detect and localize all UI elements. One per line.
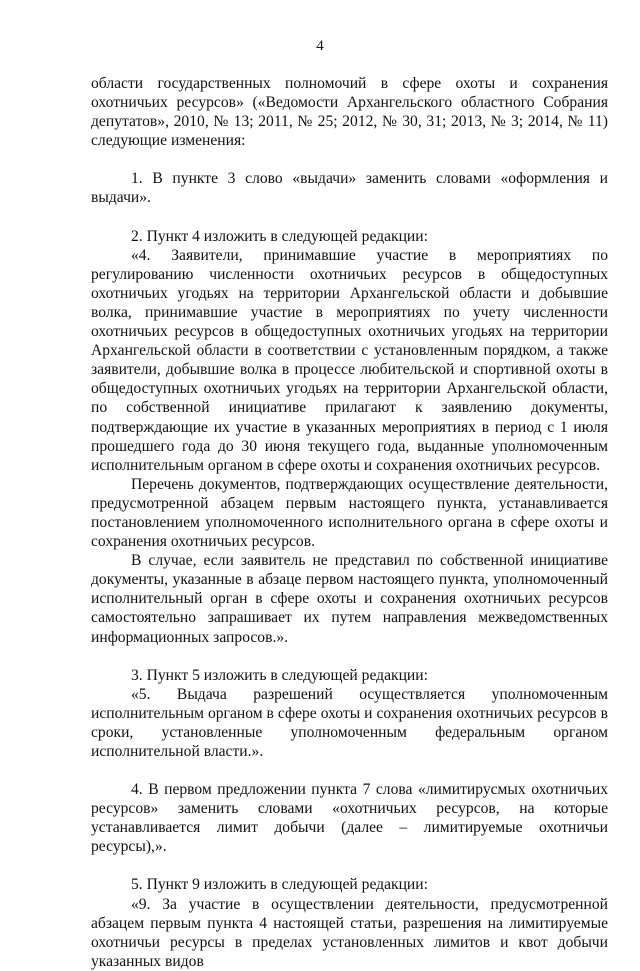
page-number: 4 <box>316 38 324 54</box>
paragraph-item-2-quote-1: «4. Заявители, принимавшие участие в мероприятиях по регулированию численности охотничьих ресурсов в общедоступных охотничьих угодьях на территории Архангельской области и добывшие волка, принимавшие участие в мероприятиях по учету численности охотничьих ресурсов в общедоступных охотничьих угодьях на территории Архангельской области в соответствии с установленным порядком, а также заявители, добывшие волка в процессе любительской и спортивной охоты в общедоступных охотничьих угодьях на территории Архангельской области, по собственной инициативе прилагают к заявлению документы, подтверждающие их участие в указанных мероприятиях в период с 1 июля прошедшего года до 30 июня текущего года, выданные уполномоченным исполнительным органом в сфере охоты и сохранения охотничьих ресурсов. <box>91 246 608 474</box>
paragraph-item-2-quote-2: Перечень документов, подтверждающих осуществление деятельности, предусмотренной абзацем первым настоящего пункта, устанавливается постановлением уполномоченного исполнительного органа в сфере охоты и сохранения охотничьих ресурсов. <box>91 475 608 551</box>
document-body <box>91 74 608 971</box>
paragraph-item-3: 3. Пункт 5 изложить в следующей редакции: <box>131 666 428 684</box>
paragraph-item-5-quote: «9. За участие в осуществлении деятельности, предусмотренной абзацем первым пункта 4 настоящей статьи, разрешения на лимитируемые охотничьи ресурсы в пределах установленных лимитов и квот добычи указанных видов <box>91 895 608 970</box>
paragraph-intro: области государственных полномочий в сфере охоты и сохранения охотничьих ресурсов» («Ведомости Архангельского областного Собрания депутатов», 2010, № 13; 2011, № 25; 2012, № 30, 31; 2013, № 3; 2014, № 11) следующие изменения: <box>91 75 608 150</box>
paragraph-item-5: 5. Пункт 9 изложить в следующей редакции: <box>131 876 428 894</box>
paragraph-item-3-quote: «5. Выдача разрешений осуществляется уполномоченным исполнительным органом в сфере охоты и сохранения охотничьих ресурсов в сроки, установленные уполномоченным федеральным органом исполнительной власти.». <box>91 685 608 760</box>
paragraph-item-1: 1. В пункте 3 слово «выдачи» заменить словами «оформления и выдачи». <box>91 170 608 207</box>
paragraph-item-2: 2. Пункт 4 изложить в следующей редакции: <box>131 227 428 245</box>
paragraph-item-4: 4. В первом предложении пункта 7 слова «лимитирусмых охотничьих ресурсов» заменить словами «охотничьих ресурсов, на которые устанавливается лимит добычи (далее – лимитируемые охотничьи ресурсы),». <box>91 781 608 856</box>
paragraph-item-2-quote-3: В случае, если заявитель не представил по собственной инициативе документы, указанные в абзаце первом настоящего пункта, уполномоченный исполнительный орган в сфере охоты и сохранения охотничьих ресурсов самостоятельно запрашивает их путем направления межведомственных информационных запросов.». <box>91 552 608 646</box>
